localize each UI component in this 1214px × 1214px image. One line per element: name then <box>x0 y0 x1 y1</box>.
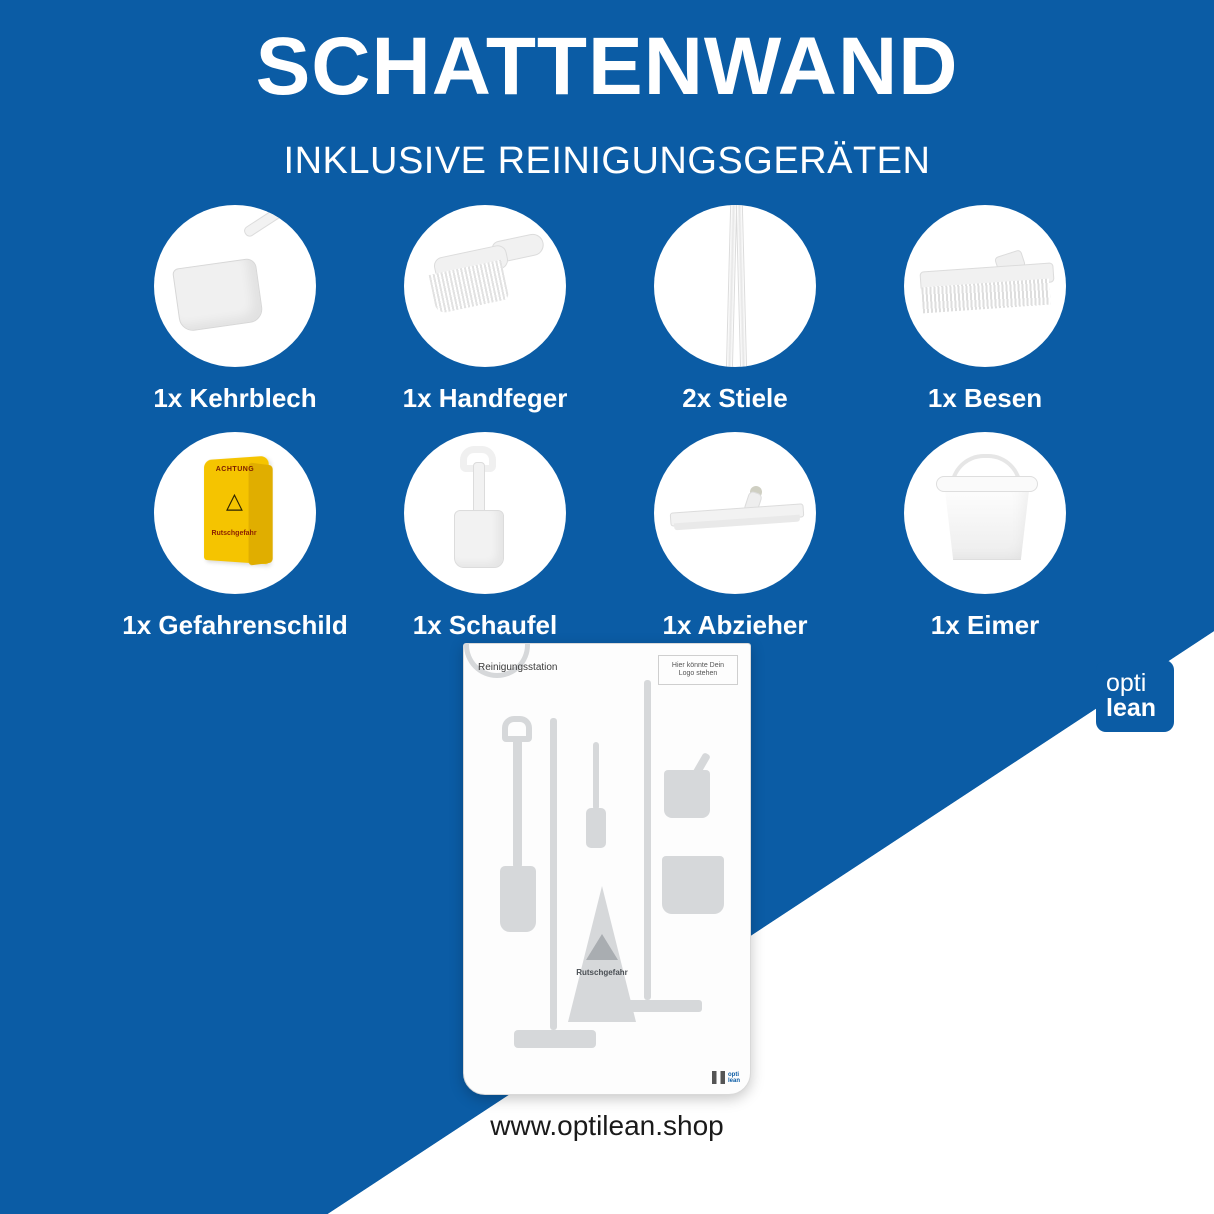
item-label: 1x Eimer <box>930 610 1040 640</box>
bucket-rim-shape <box>936 476 1038 492</box>
shovel-blade-shape <box>454 510 504 568</box>
board-shadow-sign-slot <box>464 678 486 686</box>
broom-icon <box>904 205 1066 367</box>
board-brand-line1: opti <box>727 1071 739 1078</box>
board-shadow-shovel-shaft <box>513 736 522 868</box>
board-shadow-bucket <box>662 856 724 914</box>
bucket-icon <box>904 432 1066 594</box>
optilean-logo <box>1096 660 1174 732</box>
item-label: 1x Abzieher <box>662 610 808 640</box>
dustpan-handle-shape <box>242 205 302 239</box>
qr-code-icon <box>712 1071 725 1084</box>
board-shadow-shovel-blade <box>500 866 536 932</box>
website-url[interactable]: www.optilean.shop <box>490 1110 724 1141</box>
shadow-board <box>463 643 751 1095</box>
board-logo-line1: Hier könnte Dein <box>671 661 725 669</box>
sign-top-text: ACHTUNG <box>215 466 255 473</box>
page-title: SCHATTENWAND <box>255 21 959 112</box>
handles-icon <box>654 205 816 367</box>
board-logo-placeholder <box>658 655 738 685</box>
item-label: 1x Kehrblech <box>153 383 317 413</box>
item-label: 1x Besen <box>927 383 1043 413</box>
shovel-icon <box>404 432 566 594</box>
item-eimer <box>860 432 1110 641</box>
board-shadow-sign-triangle <box>586 934 618 960</box>
item-label: 1x Handfeger <box>402 383 568 413</box>
board-shadow-broom-shaft <box>550 718 557 1030</box>
item-grid <box>110 205 1110 641</box>
board-shadow-brush-head <box>586 808 606 848</box>
board-brand-mark <box>728 1072 740 1084</box>
board-shadow-brush-handle <box>593 742 599 810</box>
item-kehrblech <box>110 205 360 414</box>
board-title: Reinigungsstation <box>478 662 558 673</box>
item-besen <box>860 205 1110 414</box>
board-shadow-dustpan <box>664 770 710 818</box>
squeegee-icon <box>654 432 816 594</box>
item-label: 1x Gefahrenschild <box>122 610 348 640</box>
board-brand-line2: lean <box>727 1077 740 1084</box>
item-abzieher <box>610 432 860 641</box>
logo-line2: lean <box>1106 694 1157 722</box>
board-shadow-squeegee-shaft <box>644 680 651 1000</box>
sign-bottom-text: Rutschgefahr <box>211 530 257 537</box>
sign-side-panel <box>249 462 273 565</box>
board-footer-logo <box>712 1071 740 1084</box>
dustpan-icon <box>154 205 316 367</box>
shadow-board-panel <box>463 643 751 1095</box>
warning-sign-icon <box>154 432 316 594</box>
board-shadow-broom-head <box>514 1030 596 1048</box>
item-label: 2x Stiele <box>682 383 788 413</box>
item-handfeger <box>360 205 610 414</box>
hand-brush-icon <box>404 205 566 367</box>
board-logo-line2: Logo stehen <box>678 670 718 677</box>
dustpan-pan-shape <box>172 257 264 332</box>
item-schaufel <box>360 432 610 641</box>
bucket-body-shape <box>940 480 1034 560</box>
warning-sign-shape <box>196 458 276 570</box>
slip-pictogram-icon: △ <box>226 488 243 513</box>
board-sign-text: Rutschgefahr <box>576 968 628 977</box>
logo-line1: opti <box>1106 668 1147 697</box>
item-label: 1x Schaufel <box>412 610 558 640</box>
page-subtitle: INKLUSIVE REINIGUNGSGERÄTEN <box>283 140 931 182</box>
handle-stick-2 <box>736 205 748 367</box>
item-gefahrenschild <box>110 432 360 641</box>
item-stiele <box>610 205 860 414</box>
